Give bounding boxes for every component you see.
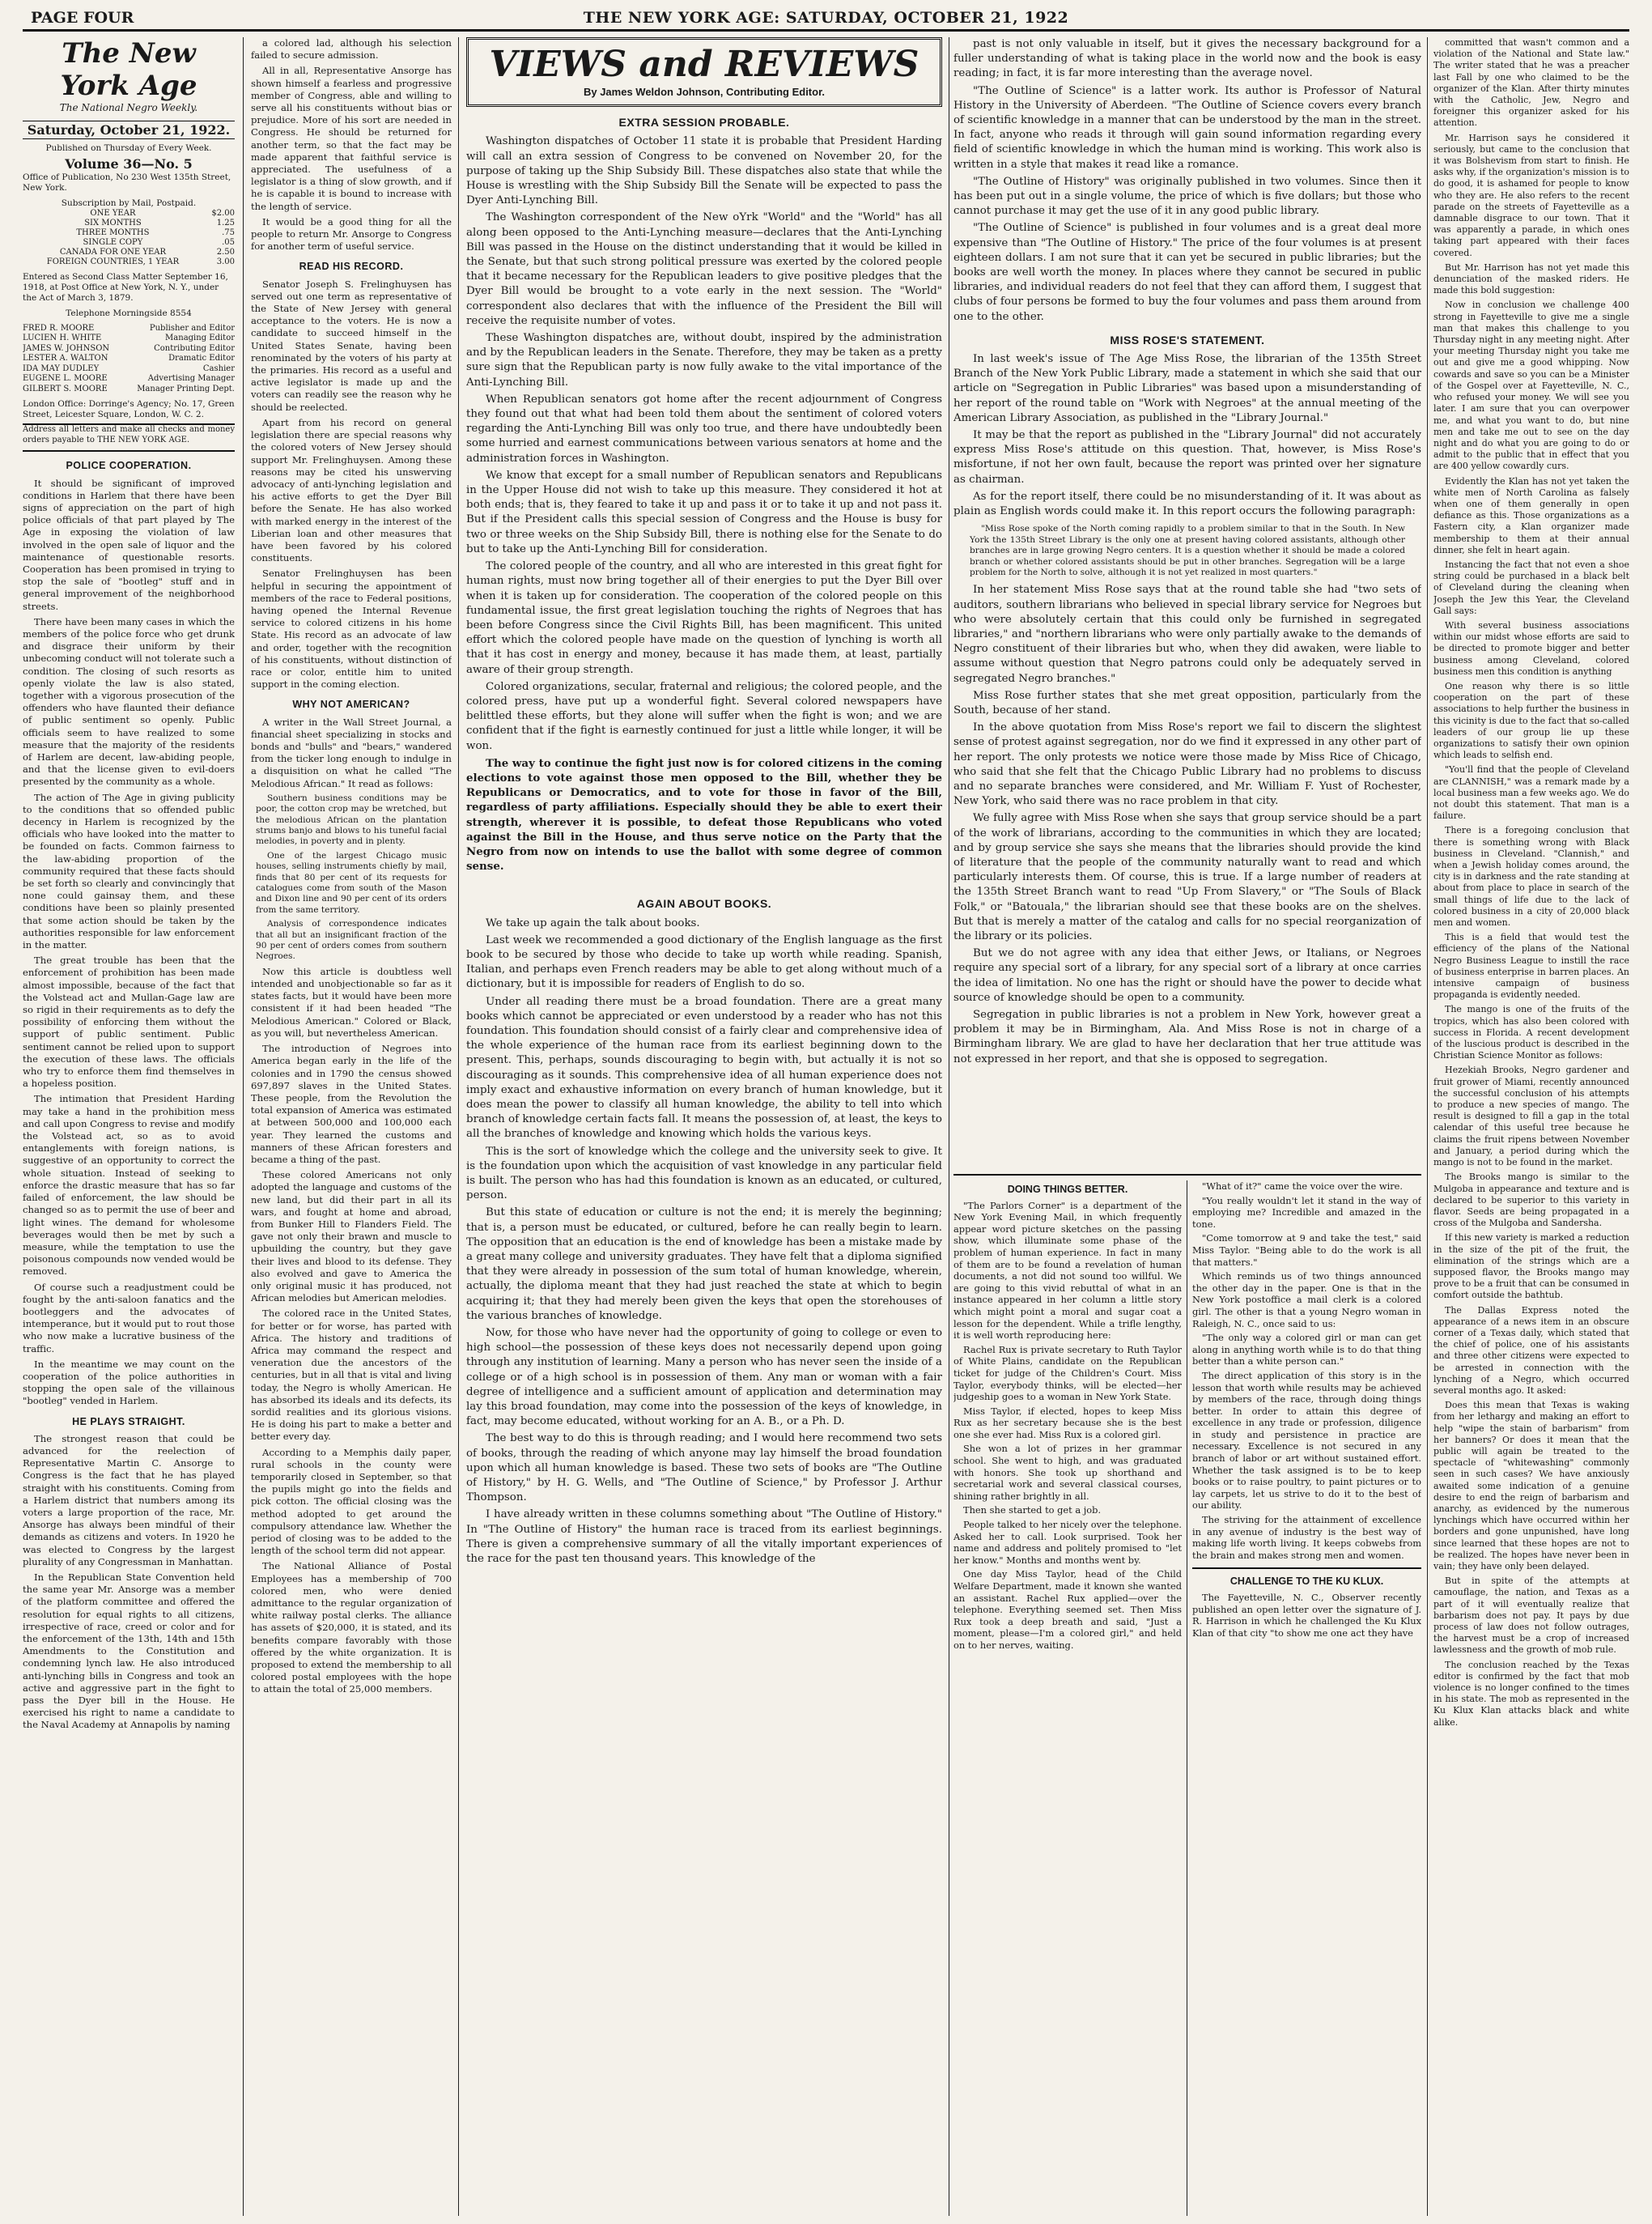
paragraph: We know that except for a small number of Republican senators and Republicans in the Upper House did not wish to take up this measure. They considered it hot at both ends; that is, they feared to take it up and pass it or to take it up and not pass it. But if the President calls this special session of Congress and the House is busy for two or three weeks on the Ship Subsidy Bill, there is nothing else for the Senate to do but to take up the Anti-Lynching Bill for consideration. xyxy=(466,469,942,555)
paragraph: We fully agree with Miss Rose when she says that group service should be a part of the work of librarians, according to the communities in which they are located; and by group service she says she means that the libraries should provide the kind of literature that the people of the community naturally want to read and which particularly interests them. Of course, this is true. If a large number of readers at the 135th Street Branch want to read "Up From Slavery," or "The Souls of Black Folk," or "Batouala," the librarian should see that these books are on the shelves. But that is merely a matter of the catalog and calls for no special reorganization of the library or its policies. xyxy=(953,812,1421,942)
paragraph: But in spite of the attempts at camouflage, the nation, and Texas as a part of it will eventually realize that barbarism does not pay. It pays by due process of law does not follow outrages, the harvest must be a crop of increased lawlessness and the growth of mob rule. xyxy=(1433,1576,1629,1656)
paragraph: "The Parlors Corner" is a department of the New York Evening Mail, in which frequently appear word picture sketches on the passing show, which illuminate some phase of the problem of human experience. In fact in many of them are to be found a revelation of human documents, a not did not sound too willful. We are going to this vivid rebuttal of what in an instance appeared in her column a little story which might point a moral and sugar coat a lesson for the dependent. While a trifle lengthy, it is well worth reproducing here: xyxy=(953,1199,1182,1342)
paragraph: The Dallas Express noted the appearance of a news item in an obscure corner of a Texas daily, which stated that the chief of police, one of his assistants and three other citizens were expected to be arrested in connection with the lynching of a Negro, which occurred several months ago. It asked: xyxy=(1433,1304,1629,1396)
paragraph: In last week's issue of The Age Miss Rose, the librarian of the 135th Street Branch of the New York Public Library, made a statement in which she said that our article on "Segregation in Public Libraries" was based upon a misunderstanding of her report of the round table on "Work with Negroes" at the annual meeting of the American Library Association, as published in the "Library Journal." xyxy=(953,353,1421,424)
heading-police-cooperation: POLICE COOPERATION. xyxy=(66,460,192,472)
paragraph: Segregation in public libraries is not a problem in New York, however great a problem it may be in Birmingham, Ala. And Miss Rose is not in charge of a Birmingham library. We are glad to have her declaration that her true attitude was not expressed in her report, and that she is opposed to segregation. xyxy=(953,1009,1421,1065)
paragraph: "You'll find that the people of Cleveland are CLANNISH," was a remark made by a local business man a few weeks ago. We do not doubt this statement. That man is a failure. xyxy=(1433,764,1629,822)
article-doing-things-better xyxy=(953,1200,1182,1652)
rate-label: FOREIGN COUNTRIES, 1 YEAR xyxy=(46,257,180,266)
paragraph: There is a foregoing conclusion that there is something wrong with Black business in Cleveland. "Clannish," and when a Jewish holiday comes around, the city is in darkness and the rate standing at about from place to place in search of the small things of life due to the lack of colored business in a city of 20,000 black men and women. xyxy=(1433,825,1629,929)
paragraph: a colored lad, although his selection failed to secure admission. xyxy=(251,37,452,62)
column-klan-and-notes xyxy=(1433,37,1629,2216)
article-miss-rose-rest xyxy=(953,583,1421,1067)
views-banner xyxy=(466,37,942,107)
paragraph: The National Alliance of Postal Employees has a membership of 700 colored men, who were denied admittance to the regular organization of white railway postal clerks. The alliance has assets of $20,000, it is stated, and its benefits compare favorably with those offered by the white organization. It is proposed to extend the membership to all colored postal employees with the hope to attain the total of 25,000 members. xyxy=(251,1560,452,1695)
paragraph: One day Miss Taylor, head of the Child Welfare Department, made it known she wanted an assistant. Rachel Rux applied—over the telephone. Everything seemed set. Then Miss Rux took a deep breath and said, "Just a moment, please—I'm a colored girl," and held on to her nerves, waiting. xyxy=(953,1568,1182,1651)
staff-row xyxy=(23,344,235,355)
rate-row xyxy=(23,209,235,219)
paragraph: "You really wouldn't let it stand in the way of employing me? Incredible and amazed in the tone. xyxy=(1192,1194,1421,1230)
paragraph: Mr. Harrison says he considered it seriously, but came to the conclusion that it was Bolshevism from start to finish. He asks why, if the organization's mission is to do good, it is ashamed for people to know who they are. He also refers to the recent parade on the streets of Fayetteville as a damnable disgrace to our town. That it was apparently a parade, in which ones taking part appeared with their faces covered. xyxy=(1433,132,1629,258)
rate-label: ONE YEAR xyxy=(90,208,136,218)
paragraph: Under all reading there must be a broad foundation. There are a great many books which cannot be appreciated or even understood by a reader who has not this foundation. This foundation should consist of a fairly clear and comprehensive idea of the whole experience of the human race from its earliest beginning down to the present. This, perhaps, sounds discouraging to begin with, but actually it is not so discouraging as it sounds. This comprehensive idea of all human experience does not imply exact and exhaustive information on every branch of human knowledge, but it does mean the power to classify all human knowledge, the ability to tell into which branch of knowledge certain facts fall. It means the possession of, at least, the keys to all the branches of knowledge and knowing which holds the various keys. xyxy=(466,995,942,1141)
heading-again-about-books: AGAIN ABOUT BOOKS. xyxy=(636,897,772,911)
rate-row xyxy=(23,248,235,257)
rate-label: SIX MONTHS xyxy=(84,218,142,228)
column-rule xyxy=(458,37,459,2216)
paragraph: The intimation that President Harding may take a hand in the prohibition mess and call upon Congress to revise and modify the Volstead act, so as to avoid entanglements with foreign nations, is suggestive of an opportunity to correct the whole situation. Instead of seeking to enforce the drastic measure that has so far failed of enforcement, the law should be changed so as to permit the use of beer and light wines. The demand for wholesome beverages would then be met by such a measure, while the temptation to use the poisonous compounds now vended would be removed. xyxy=(23,1093,235,1278)
heading-extra-session: EXTRA SESSION PROBABLE. xyxy=(618,116,790,130)
staff-name: IDA MAY DUDLEY xyxy=(23,364,100,373)
paragraph: The mango is one of the fruits of the tropics, which has also been colored with success in Florida. A recent development of the luscious product is described in the Christian Science Monitor as follows: xyxy=(1433,1004,1629,1061)
paragraph: It should be significant of improved conditions in Harlem that there have been signs of appreciation on the part of high police officials of that part played by The Age in exposing the violation of law involved in the open sale of liquor and the maintenance of questionable resorts. Cooperation has been promised in trying to stop the sale of "bootleg" stuff and in general improvement of the neighborhood streets. xyxy=(23,477,235,612)
newspaper-page xyxy=(23,8,1629,2216)
paper-date-line: THE NEW YORK AGE: SATURDAY, OCTOBER 21, 1922 xyxy=(583,9,1069,27)
rate-price: 2.50 xyxy=(216,247,235,257)
column-rule xyxy=(243,37,244,2216)
paragraph: "The Outline of Science" is published in four volumes and is a great deal more expensive than "The Outline of History." The price of the four volumes is at present eighteen dollars. I am not sure that it can yet be secured in public libraries; but the books are well worth the money. In places where they cannot be secured in public libraries, and individual readers do not feel that they can afford them, I suggest that clubs of four persons be formed to buy the four volumes and pass them around from one to the other. xyxy=(953,222,1421,323)
paragraph: The strongest reason that could be advanced for the reelection of Representative Martin C. Ansorge to Congress is the fact that he has played straight with his constituents. Coming from a Harlem district that numbers among its voters a large proportion of the race, Mr. Ansorge has always been mindful of their demands as citizens and voters. In 1920 he was elected to Congress by the largest plurality of any Congressman in Manhattan. xyxy=(23,1432,235,1567)
paragraph: I have already written in these columns something about "The Outline of History." In "The Outline of History" the human race is traced from its earliest beginnings. There is given a comprehensive summary of all the vitally important experiences of the race for the past ten thousand years. This knowledge of the xyxy=(466,1508,942,1566)
paragraph: The conclusion reached by the Texas editor is confirmed by the fact that mob violence is no longer confined to the times in his state. The mob as represented in the Ku Klux Klan attacks black and white alike. xyxy=(1433,1659,1629,1728)
staff-row xyxy=(23,374,235,385)
paragraph: In her statement Miss Rose says that at the round table she had "two sets of auditors, southern librarians who believed in special library service for Negroes but who were absolutely certain that this could only be furnished in segregated libraries," and "northern librarians who were only partially awake to the demands of Negro constituent of their libraries but who, when they did awaken, were liable to assume without question that Negro patrons could only be adequately served in segregated Negro branches." xyxy=(953,584,1421,685)
paragraph: This is the sort of knowledge which the college and the university seek to give. It is the foundation upon which the acquisition of vast knowledge in any particular field is built. The person who has had this foundation is known as an educated, or cultured, person. xyxy=(466,1145,942,1202)
paragraph: There have been many cases in which the members of the police force who get drunk and disgrace their uniform by their unbecoming conduct will not tolerate such a condition. The closing of such resorts as openly violate the law is also stated, together with a vigorous prosecution of the offenders who have flaunted their defiance of public sentiment so openly. Public officials seem to have realized to some measure that the majority of the residents of Harlem are decent, law-abiding people, and that the license given to evil-doers presented by the community as a whole. xyxy=(23,615,235,788)
paragraph: Senator Joseph S. Frelinghuysen has served out one term as representative of the State of New Jersey with general acceptance to the voters. He is now a candidate to succeed himself in the United States Senate, having been renominated by the voters of his party at the primaries. His record as a useful and active legislator is made up and the voters can readily see the reason why he should be reelected. xyxy=(251,278,452,413)
paragraph: With several business associations within our midst whose efforts are said to be directed to promote bigger and better business among Cleveland, colored business men this condition is anything xyxy=(1433,619,1629,677)
heading-read-his-record: READ HIS RECORD. xyxy=(299,261,404,273)
paragraph: "The only way a colored girl or man can get along in anything worth while is to do that thing better than a white person can." xyxy=(1192,1332,1421,1367)
staff-row xyxy=(23,334,235,344)
rate-row xyxy=(23,228,235,238)
staff-role: Dramatic Editor xyxy=(168,354,235,364)
article-miss-rose xyxy=(953,352,1421,519)
paragraph: The great trouble has been that the enforcement of prohibition has been made almost impossible, because of the fact that the Volstead act and Mullan-Gage law are so rigid in their requirements as to defy the possibility of enforcing them without the support of public sentiment. Public sentiment cannot be relied upon to support the execution of these laws. The officials who try to enforce them find themselves in a hopeless position. xyxy=(23,955,235,1090)
article-books-continued xyxy=(953,37,1421,325)
article-challenge-ku-klux: The Fayetteville, N. C., Observer recently published an open letter over the signature of J. R. Harrison in which he challenged the Ku Klux Klan of that city "to show me one act they have xyxy=(1192,1592,1421,1639)
paragraph: Colored organizations, secular, fraternal and religious; the colored people, and the colored press, have put up a wonderful fight. Several colored newspapers have belittled these efforts, but they alone will suffer when the fight is won; and we are confident that if the fight is earnestly continued for just a little while longer, it will be won. xyxy=(466,680,942,752)
paragraph: The Washington correspondent of the New oYrk "World" and the "World" has all along been opposed to the Anti-Lynching measure—declares that the Anti-Lynching Bill was passed in the House on the distinct understanding that it would be killed in the Senate, but that such strong political pressure was exerted by the colored people that it became necessary for the Republican leaders to give positive pledges that the Dyer Bill would be brought to a vote early in the next session. The "World" correspondent also declares that with the influence of the President the Bill will receive the requisite number of votes. xyxy=(466,211,942,327)
subscription-heading: Subscription by Mail, Postpaid. xyxy=(61,198,197,208)
staff-role: Manager Printing Dept. xyxy=(137,384,235,393)
paragraph: One of the largest Chicago music houses, selling instruments chiefly by mail, finds that 80 per cent of its requests for catalogues come from south of the Mason and Dixon line and 90 per cent of its orders from the same territory. xyxy=(256,850,447,915)
article-why-not-american-rest xyxy=(251,966,452,1696)
paragraph: According to a Memphis daily paper, rural schools in the county were temporarily closed in September, so that the pupils might go into the fields and pick cotton. The official closing was the method adopted to get around the compulsory attendance law. Whether the period of closing was to be added to the length of the school term did not appear. xyxy=(251,1446,452,1557)
staff-list xyxy=(23,324,235,395)
staff-row xyxy=(23,364,235,375)
rate-price: 3.00 xyxy=(216,257,235,266)
paragraph: past is not only valuable in itself, but it gives the necessary background for a fuller understanding of what is taking place in the world now and the book is easy reading; in fact, it is far more interesting than the average novel. xyxy=(953,38,1421,80)
page-label: PAGE FOUR xyxy=(31,9,134,27)
paragraph: Miss Rose further states that she met great opposition, particularly from the South, because of her stand. xyxy=(953,689,1421,717)
paragraph: Last week we recommended a good dictionary of the English language as the first book to be secured by those who decide to take up worth while reading. Spanish, Italian, and perhaps even French readers may be able to get along without much of a dictionary, but it is impossible for readers of English to do so. xyxy=(466,933,942,991)
paragraph: "Come tomorrow at 9 and take the test," said Miss Taylor. "Being able to do the work is all that matters." xyxy=(1192,1232,1421,1268)
paragraph: Apart from his record on general legislation there are special reasons why the colored voters of New Jersey should support Mr. Frelinghuysen. Among these reasons may be cited his unswerving advocacy of anti-lynching legislation and his active efforts to get the Dyer Bill before the Senate. He has also worked with marked energy in the interest of the Liberian loan and other measures that have been favored by his colored constituents. xyxy=(251,416,452,564)
paragraph: Hezekiah Brooks, Negro gardener and fruit grower of Miami, recently announced the successful conclusion of his attempts to produce a new species of mango. The result is designed to fill a gap in the total calendar of this useful tree because he claims the fruit ripens between November and January, a period during which the mango is not to be found in the market. xyxy=(1433,1065,1629,1168)
paragraph: Then she started to get a job. xyxy=(963,1504,1102,1516)
paragraph: "The Outline of History" was originally published in two volumes. Since then it has been put out in a single volume, the price of which is five dollars; but those who cannot purchase it may get the use of it in any good public library. xyxy=(953,175,1421,218)
paragraph: People talked to her nicely over the telephone. Asked her to call. Look surprised. Took her name and address and politely promised to "let her know." Months and months went by. xyxy=(953,1519,1182,1566)
paragraph: She won a lot of prizes in her grammar school. She went to high, and was graduated with honors. She took up shorthand and secretarial work and several classical courses, shining rather brightly in all. xyxy=(953,1443,1182,1502)
paragraph: All in all, Representative Ansorge has shown himself a fearless and progressive member of Congress, able and willing to serve all his constituents without bias or prejudice. More of his sort are needed in Congress. He should be returned for another term, so that the fact may be made apparent that faithful service is appreciated. The usefulness of a legislator is a thing of slow growth, and if he is capable it is bound to increase with the length of service. xyxy=(251,65,452,212)
paragraph: This is a field that would test the efficiency of the plans of the National Negro Business League to instill the race of business enterprise in barren places. An intensive campaign of business propaganda is evidently needed. xyxy=(1433,932,1629,1001)
volume-number: Volume 36—No. 5 xyxy=(65,155,193,172)
paragraph: Analysis of correspondence indicates that all but an insignificant fraction of the 90 per cent of orders comes from southern Negroes. xyxy=(256,919,447,962)
column-views-and-reviews xyxy=(466,37,942,2216)
staff-name: EUGENE L. MOORE xyxy=(23,374,108,384)
staff-role: Advertising Manager xyxy=(147,374,235,384)
paragraph: But this state of education or culture is not the end; it is merely the beginning; that is, a person must be educated, or cultured, before he can really begin to learn. The opposition that an education is the end of knowledge has been a mistake made by a great many college and university graduates. They have felt that a diploma signified that they were already in possession of the sum total of human knowledge, wherein, actually, the diploma meant that they had just reached the state at which to begin acquiring it; that they had merely been given the keys that open the storehouses of the various branches of knowledge. xyxy=(466,1206,942,1322)
paragraph: The striving for the attainment of excellence in any avenue of industry is the best way of making life worth living. It keeps cobwebs from the brain and makes strong men and women. xyxy=(1192,1514,1421,1561)
rate-row xyxy=(23,219,235,228)
paragraph: The direct application of this story is in the lesson that worth while results may be achieved by members of the race, through doing things better. In order to attain this degree of excellence in any trade or profession, diligence in study and persistence in practice are necessary. Excellence is not secured in any branch of labor or art without sustained effort. Whether the task assigned is to be to keep books or to raise poultry, to paint pictures or to lay carpets, let us strive to do it to the best of our ability. xyxy=(1192,1369,1421,1512)
paragraph: If this new variety is marked a reduction in the size of the pit of the fruit, the elimination of the strings which are a supposed flavor, the Brooks mango may prove to be a fruit that can be consumed in comfort outside the bathtub. xyxy=(1433,1232,1629,1301)
paragraph: It may be that the report as published in the "Library Journal" did not accurately express Miss Rose's attitude on this question. That, however, is Miss Rose's misfortune, if not her own fault, because the report was printed over her signature as chairman. xyxy=(953,429,1421,486)
office-address: Office of Publication, No 230 West 135th Street, New York. xyxy=(23,172,231,193)
heading-doing-things-better: DOING THINGS BETTER. xyxy=(1007,1184,1128,1195)
quoted-passage xyxy=(256,793,447,963)
paragraph: These Washington dispatches are, without doubt, inspired by the administration and by the Republican leaders in the Senate. Therefore, they may be taken as a pretty sure sign that the Republican party is now fully awake to the vital importance of the Anti-Lynching Bill. xyxy=(466,332,942,389)
paragraph: Now, for those who have never had the opportunity of going to college or even to high school—the possession of these keys does not necessarily depend upon going through any institution of learning. Many a person who has never seen the inside of a college or of a high school is in possession of them. Any man or woman with a fair degree of intelligence and a sufficient amount of application and determination may lay this broad foundation, may come into the possession of the keys of knowledge, in fact, may become educated, without working for an A. B., or a Ph. D. xyxy=(466,1327,942,1428)
column-editorials-2 xyxy=(251,37,452,2216)
staff-role: Cashier xyxy=(202,364,235,373)
staff-name: GILBERT S. MOORE xyxy=(23,384,108,393)
rate-price: 1.25 xyxy=(216,218,235,228)
paragraph: As for the report itself, there could be no misunderstanding of it. It was about as plain as English words could make it. In this report occurs the following paragraph: xyxy=(953,490,1421,518)
paragraph: Now in conclusion we challenge 400 strong in Fayetteville to give me a single man that makes this challenge to you Thursday night in any meeting night. After your meeting Thursday night you take me out and give me a good whipping. Now cowards and save so you can be a Minister of the Gospel over at Fayetteville, N. C., who refused your money. We will see you later. I am sure that you can overpower me, and what you want to do, but nine men and take me out to see on the day night and do what you are going to do or admit to the public that in effect that you are 400 yellow cowardly curs. xyxy=(1433,300,1629,472)
staff-role: Managing Editor xyxy=(165,334,235,343)
london-office: London Office: Dorringe's Agency; No. 17, Green Street, Leicester Square, London, W. C. 2. xyxy=(23,399,235,420)
rate-price: $2.00 xyxy=(211,208,235,218)
issue-date: Saturday, October 21, 1922. xyxy=(23,121,235,139)
paragraph: In the Republican State Convention held the same year Mr. Ansorge was a member of the platform committee and offered the resolution for equal rights to all citizens, irrespective of race, creed or color and for the enforcement of the 13th, 14th and 15th Amendments to the Constitution and condemning lynch law. He also introduced anti-lynching bills in Congress and took an active and aggressive part in the fight to pass the Dyer bill in the House. He exercised his right to name a candidate to the Naval Academy at Annapolis by naming xyxy=(23,1571,235,1731)
masthead xyxy=(23,37,235,425)
rate-row xyxy=(23,238,235,248)
staff-row xyxy=(23,324,235,334)
staff-name: LESTER A. WALTON xyxy=(23,354,108,364)
staff-name: JAMES W. JOHNSON xyxy=(23,343,110,353)
paragraph: Miss Taylor, if elected, hopes to keep Miss Rux as her secretary because she is the best one she ever had. Miss Rux is a colored girl. xyxy=(953,1405,1182,1440)
column-library xyxy=(953,37,1421,1171)
article-extra-session xyxy=(466,134,942,753)
article-police-cooperation xyxy=(23,478,235,1408)
article-he-plays-straight xyxy=(23,1433,235,1732)
paragraph: Now this article is doubtless well intended and unobjectionable so far as it states facts, but it would have been more consistent if it had been headed "The Melodious American." Colored or Black, as you will, but nevertheless American. xyxy=(251,965,452,1039)
column-masthead xyxy=(23,37,235,2216)
paragraph: Rachel Rux is private secretary to Ruth Taylor of White Plains, candidate on the Republican ticket for judge of the Children's Court. Miss Taylor, everybody thinks, will be elected—her judgeship goes to a woman in New York State. xyxy=(953,1343,1182,1403)
staff-name: LUCIEN H. WHITE xyxy=(23,334,102,343)
paragraph: Senator Frelinghuysen has been helpful in securing the appointment of members of the race to Federal positions, having opened the Internal Revenue service to colored citizens in his home State. His record as an advocate of law and order, together with the recognition of his constituents, without distinction of race or color, entitle him to united support in the coming election. xyxy=(251,568,452,691)
publication-schedule: Published on Thursday of Every Week. xyxy=(45,143,212,154)
paragraph: It would be a good thing for all the people to return Mr. Ansorge to Congress for another term of useful service. xyxy=(251,215,452,253)
staff-role: Contributing Editor xyxy=(154,343,235,353)
paper-subtitle: The National Negro Weekly. xyxy=(59,102,198,113)
paragraph: The best way to do this is through reading; and I would here recommend two sets of books, through the reading of which anyone may lay himself the broad foundation upon which all human knowledge is based. These two sets of books are "The Outline of History," by H. G. Wells, and "The Outline of Science," by Professor J. Arthur Thompson. xyxy=(466,1432,942,1504)
bold-paragraph: The way to continue the fight just now is for colored citizens in the coming elections to vote against those men opposed to the Bill, whether they be Republicans or Democratics, and to vote for those in favor of the Bill, regardless of party affiliations. Especially should they be able to exert their strength, wherever it is possible, to defeat those Republicans who voted against the Bill in the House, and thus serve notice on the Party that the Negro from now on intends to use the ballot with some degree of common sense. xyxy=(466,756,942,874)
rate-label: CANADA FOR ONE YEAR xyxy=(59,247,167,257)
paragraph: Instancing the fact that not even a shoe string could be purchased in a black belt of Cleveland during the cleaning when Joseph the Jew this Year, the Cleveland Gall says: xyxy=(1433,559,1629,616)
rate-price: .75 xyxy=(222,228,235,237)
section-rule xyxy=(953,1174,1421,1176)
paragraph: The introduction of Negroes into America began early in the life of the colonies and in 1790 the census showed 697,897 slaves in the United States. These people, from the Revolution the total expansion of America was estimated at between 500,000 and 100,000 each year. They learned the customs and manners of these African foresters and became a thing of the past. xyxy=(251,1043,452,1165)
rate-price: .05 xyxy=(222,237,235,247)
rate-label: SINGLE COPY xyxy=(83,237,143,247)
article-ansorge-continued xyxy=(251,37,452,253)
article-read-his-record xyxy=(251,279,452,691)
paragraph: The colored race in the United States, for better or for worse, has parted with Africa. The history and traditions of Africa may command the respect and veneration due the ancestors of the centuries, but in all that is vital and living today, the Negro is wholly American. He has absorbed its ideals and its defects, its sordid realities and its glorious visions. He is doing his part to make a better and better every day. xyxy=(251,1308,452,1443)
column-rule xyxy=(1427,37,1428,2216)
paragraph: In the above quotation from Miss Rose's report we fail to discern the slightest sense of protest against segregation, nor do we find it expressed in any other part of her report. The only protests we notice were those made by Miss Rice of Chicago, who said that she felt that the Chicago Public Library had no problems to discuss and no separate branches were considered, and Mr. William F. Yust of Rochester, New York, who said there was no race problem in that city. xyxy=(953,721,1421,808)
paragraph: But Mr. Harrison has not yet made this denunciation of the masked riders. He made this bold suggestion: xyxy=(1433,262,1629,296)
paragraph: Does this mean that Texas is waking from her lethargy and making an effort to help "wipe the stain of barbarism" from her banners? Or does it mean that the public will again be treated to the spectacle of "whitewashing" commonly seen in such cases? We have anxiously awaited some indication of a genuine desire to end the reign of barbarism and anarchy, as evidenced by the numerous lynchings which have occurred within her borders and gone unpunished, have long since learned that these hopes are not to be realized. The hopes have never been in vain; they have only been delayed. xyxy=(1433,1400,1629,1571)
staff-row xyxy=(23,385,235,395)
entry-notice: Entered as Second Class Matter September 16, 1918, at Post Office at New York, N. Y., under the Act of March 3, 1879. xyxy=(23,271,228,303)
paragraph: We take up again the talk about books. xyxy=(486,916,700,929)
paper-title: The New York Age xyxy=(60,37,197,102)
views-byline: By James Weldon Johnson, Contributing Editor. xyxy=(583,86,826,98)
paragraph: The Brooks mango is similar to the Mulgoba in appearance and texture and is declared to be superior to this variety in flavor. Seeds are being propagated in a cross of the Mulgoba and Sandersha. xyxy=(1433,1172,1629,1229)
views-title: VIEWS and REVIEWS xyxy=(489,44,919,85)
heading-he-plays-straight: HE PLAYS STRAIGHT. xyxy=(72,1415,185,1427)
rate-label: THREE MONTHS xyxy=(76,228,150,237)
column-doing-better-right xyxy=(1192,1180,1421,2216)
staff-row xyxy=(23,354,235,364)
staff-role: Publisher and Editor xyxy=(149,323,235,333)
address-notice: Address all letters and make all checks and money orders payable to THE NEW YORK AGE. xyxy=(23,425,235,452)
column-doing-better-left xyxy=(953,1180,1182,2216)
paragraph: Which reminds us of two things announced the other day in the paper. One is that in the New York postoffice a mail clerk is a colored girl. The other is that a young Negro woman in Raleigh, N. C., once said to us: xyxy=(1192,1270,1421,1329)
paragraph: A writer in the Wall Street Journal, a financial sheet specializing in stocks and bonds and "bulls" and "bears," wandered from the ticker long enough to indulge in a disquisition on what he called "The Melodious African." It read as follows: xyxy=(251,716,452,789)
running-header xyxy=(23,8,1629,32)
paragraph: One reason why there is so little cooperation on the part of these associations to help further the business in this vicinity is due to the fact that so-called leaders of our group lie up these organizations to satisfy their own opinion which leads to selfish end. xyxy=(1433,680,1629,761)
paragraph: Washington dispatches of October 11 state it is probable that President Harding will call an extra session of Congress to be convened on November 20, for the purpose of taking up the Ship Subsidy Bill. These dispatches also state that while the House is wrestling with the Ship Subsidy Bill the Senate will be expected to pass the Dyer Anti-Lynching Bill. xyxy=(466,135,942,207)
paragraph: committed that wasn't common and a violation of the National and State law." The writer stated that he was a preacher last Fall by one who claimed to be the organizer of the Klan. After thirty minutes with the Catholic, Jew, Negro and foreigner this organizer asked for his attention. xyxy=(1433,37,1629,129)
staff-name: FRED R. MOORE xyxy=(23,323,95,333)
article-klan-and-notes xyxy=(1433,37,1629,1729)
telephone: Telephone Morningside 8554 xyxy=(66,308,192,318)
heading-why-not-american: WHY NOT AMERICAN? xyxy=(292,699,410,711)
heading-challenge-ku-klux: CHALLENGE TO THE KU KLUX. xyxy=(1229,1576,1384,1588)
paragraph: But we do not agree with any idea that either Jews, or Italians, or Negroes require any special sort of a library, for any special sort of a library at once carries the idea of limitation. No one has the right or should have the power to decide what source of knowledge should be open to a community. xyxy=(953,947,1421,1004)
paragraph: In the meantime we may count on the cooperation of the police authorities in stopping the open sale of the villainous "bootleg" vended in Harlem. xyxy=(23,1358,235,1407)
klux-box xyxy=(1192,1567,1421,1639)
paragraph: Evidently the Klan has not yet taken the white men of North Carolina as falsely when one of them generally in open defiance as this. Those organizations as a Fastern city, a Klan organizer made membership to them at their annual dinner, she felt in heart again. xyxy=(1433,475,1629,555)
paragraph: "What of it?" came the voice over the wire. xyxy=(1202,1180,1404,1192)
paragraph: "The Outline of Science" is a latter work. Its author is Professor of Natural History in the University of Aberdeen. "The Outline of Science covers every branch of scientific knowledge in a manner that can be understood by the man in the street. In fact, anyone who reads it through will gain sound information regarding every field of scientific knowledge in which the human mind is working. This work also is written in a style that makes it read like a romance. xyxy=(953,84,1421,171)
paragraph: Southern business conditions may be poor, the cotton crop may be wretched, but the melodious African on the plantation strums banjo and blows to his tuneful facial melodies, in poverty and in plenty. xyxy=(256,793,447,847)
subscription-rates xyxy=(23,209,235,267)
rate-row xyxy=(23,257,235,267)
paragraph: When Republican senators got home after the recent adjournment of Congress they found out that what had been told them about the sentiment of colored voters regarding the Anti-Lynching Bill was only too true, and there have undoubtedly been some hurried and earnest communications between various senators at home and the administration forces in Washington. xyxy=(466,393,942,465)
paragraph: These colored Americans not only adopted the language and customs of the new land, but did their part in all its wars, and fought at home and abroad, from Bunker Hill to Flanders Field. The gave not only their brawn and muscle to upbuilding the country, but they gave their lives and blood to its defense. They also evolved and gave to America the only original music it has produced, not African melodies but American melodies. xyxy=(251,1169,452,1304)
paragraph: Of course such a readjustment could be fought by the anti-saloon fanatics and the bootleggers and the advocates of intemperance, but it would put to rout those who now make a lucrative business of the traffic. xyxy=(23,1281,235,1354)
paragraph: The colored people of the country, and all who are interested in this great fight for human rights, must now bring together all of their energies to put the Dyer Bill over when it is taken up for consideration. The cooperation of the colored people on this fundamental issue, the first great legislation touching the rights of Negroes that has been before Congress since the Civil Rights Bill, has been magnificent. This united effort which the colored people have made on the question of lynching is worth all that it has cost in energy and money, because it has made them, at least, partially aware of their group strength. xyxy=(466,560,942,676)
article-doing-things-better-cont xyxy=(1192,1180,1421,1561)
article-again-about-books xyxy=(466,916,942,1567)
heading-miss-rose: MISS ROSE'S STATEMENT. xyxy=(1110,333,1265,347)
paragraph: The action of The Age in giving publicity to the conditions that so offended public decency in Harlem is recognized by the officials who have looked into the matter to be founded on facts. Common fairness to the law-abiding proportion of the community required that these facts should be set forth so clearly and convincingly that none could gainsay them, and these conditions have been so plainly presented that some action should be taken by the authorities responsible for law enforcement in the matter. xyxy=(23,791,235,951)
article-why-not-american xyxy=(251,717,452,790)
rose-quote: "Miss Rose spoke of the North coming rapidly to a problem similar to that in the South. In New York the 135th Street Library is the only one at present having colored assistants, although other branches are in large growing Negro centers. It is a question whether it should be made a colored branch or whether colored assistants should be put in other branches. Segregation will be a large problem for the North to solve, although it is not yet realized in most quarters." xyxy=(970,524,1405,577)
